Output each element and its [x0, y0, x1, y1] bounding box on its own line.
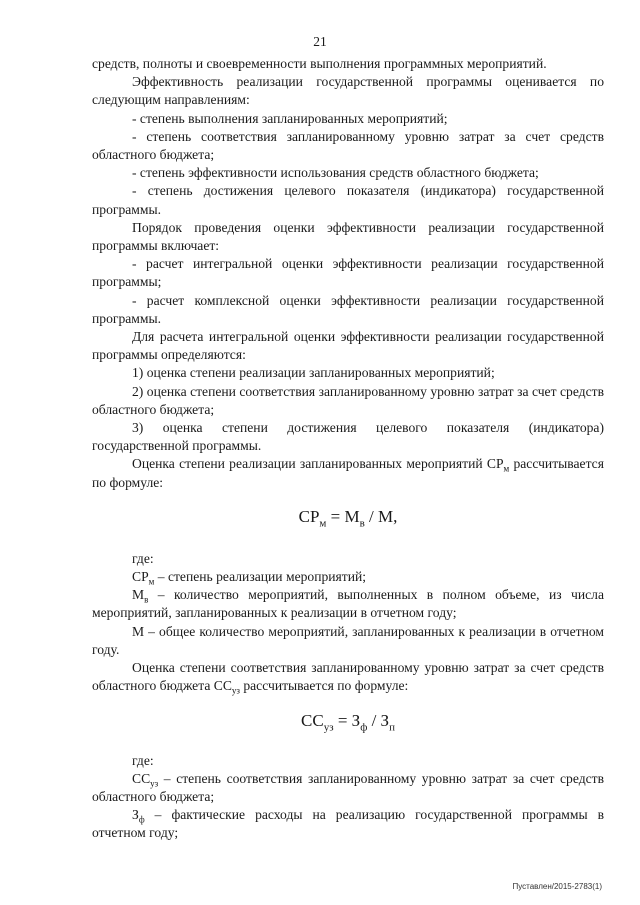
definition-2-sub: в [144, 595, 149, 605]
formula-1-rhs-sub: в [359, 517, 365, 530]
paragraph-5-text-a: Оценка степени реализации запланированных мероприятий СР [132, 456, 504, 472]
paragraph-2: Эффективность реализации государственной программы оценивается по следующим направлениям: [92, 74, 604, 108]
formula-2-mid-sub: ф [360, 720, 368, 733]
formula-1-lhs: СР [298, 506, 320, 526]
paragraph-4: Для расчета интегральной оценки эффективности реализации государственной программы определяются: [92, 329, 604, 363]
list-item-1: - степень выполнения запланированных мероприятий; [132, 110, 448, 126]
list-item-6: - расчет комплексной оценки эффективности реализации государственной программы. [92, 292, 604, 326]
paragraph-5 [92, 455, 604, 491]
definition-2-symbol: М [132, 587, 145, 603]
definition-5-text: – фактические расходы на реализацию государственной программы в отчетном году; [92, 807, 604, 841]
definition-5-symbol: З [132, 807, 139, 823]
paragraph-3: Порядок проведения оценки эффективности реализации государственной программы включает: [92, 219, 604, 254]
list-item-3: - степень эффективности использования средств областного бюджета; [132, 165, 539, 181]
paragraph-6-text-a: Оценка степени соответствия запланированному уровню затрат за счет средств областного бюджета СС [92, 660, 604, 694]
definition-2 [92, 586, 604, 622]
where-label-2: где: [132, 752, 154, 768]
formula-2-mid: = З [333, 710, 361, 730]
paragraph-6-text-b: рассчитывается по формуле: [239, 678, 409, 694]
definition-1 [92, 568, 604, 586]
paragraph-6 [92, 659, 604, 695]
page-number: 21 [313, 34, 327, 49]
where-label-1: где: [132, 550, 154, 566]
definition-3: М – общее количество мероприятий, запланированных к реализации в отчетном году. [92, 623, 604, 657]
formula-2-lhs: СС [301, 710, 324, 730]
definition-1-text: – степень реализации мероприятий; [154, 569, 367, 585]
formula-1 [92, 506, 604, 528]
definition-4 [92, 770, 604, 806]
numbered-item-1: 1) оценка степени реализации запланированных мероприятий; [132, 365, 495, 381]
paragraph-5-sub: м [503, 464, 510, 475]
formula-2 [92, 710, 604, 732]
formula-1-rhs: = М [326, 506, 360, 526]
formula-1-lhs-sub: м [319, 517, 327, 530]
document-body [92, 55, 604, 843]
paragraph-1: средств, полноты и своевременности выполнения программных мероприятий. [92, 56, 547, 71]
formula-1-tail: / М, [364, 506, 398, 526]
formula-2-lhs-sub: уз [323, 720, 334, 733]
formula-2-tail-sub: п [389, 720, 395, 733]
numbered-item-2: 2) оценка степени соответствия запланированному уровню затрат за счет средств областного бюджета; [92, 383, 604, 417]
list-item-4: - степень достижения целевого показателя (индикатора) государственной программы. [92, 183, 604, 217]
paragraph-5-text-b: рассчитывается по формуле: [92, 456, 604, 490]
paragraph-6-sub: уз [231, 686, 240, 697]
formula-2-tail: / З [367, 710, 390, 730]
definition-4-text: – степень соответствия запланированному уровню затрат за счет средств областного бюджета; [92, 770, 604, 804]
definition-4-symbol: СС [132, 770, 151, 786]
document-footer-code: Пуставлен/2015-2783(1) [512, 882, 602, 891]
definition-5 [92, 806, 604, 842]
list-item-2: - степень соответствия запланированному уровню затрат за счет средств областного бюджета; [92, 128, 604, 163]
definition-2-text: – количество мероприятий, выполненных в полном объеме, из числа мероприятий, запланированных к реализации в отчетном году; [92, 587, 604, 621]
numbered-item-3: 3) оценка степени достижения целевого показателя (индикатора) государственной программы. [92, 420, 604, 454]
definition-1-symbol: СР [132, 569, 149, 585]
definition-4-sub: уз [150, 778, 159, 789]
definition-1-sub: м [148, 576, 155, 587]
definition-5-sub: ф [138, 814, 145, 825]
list-item-5: - расчет интегральной оценки эффективности реализации государственной программы; [92, 256, 604, 290]
